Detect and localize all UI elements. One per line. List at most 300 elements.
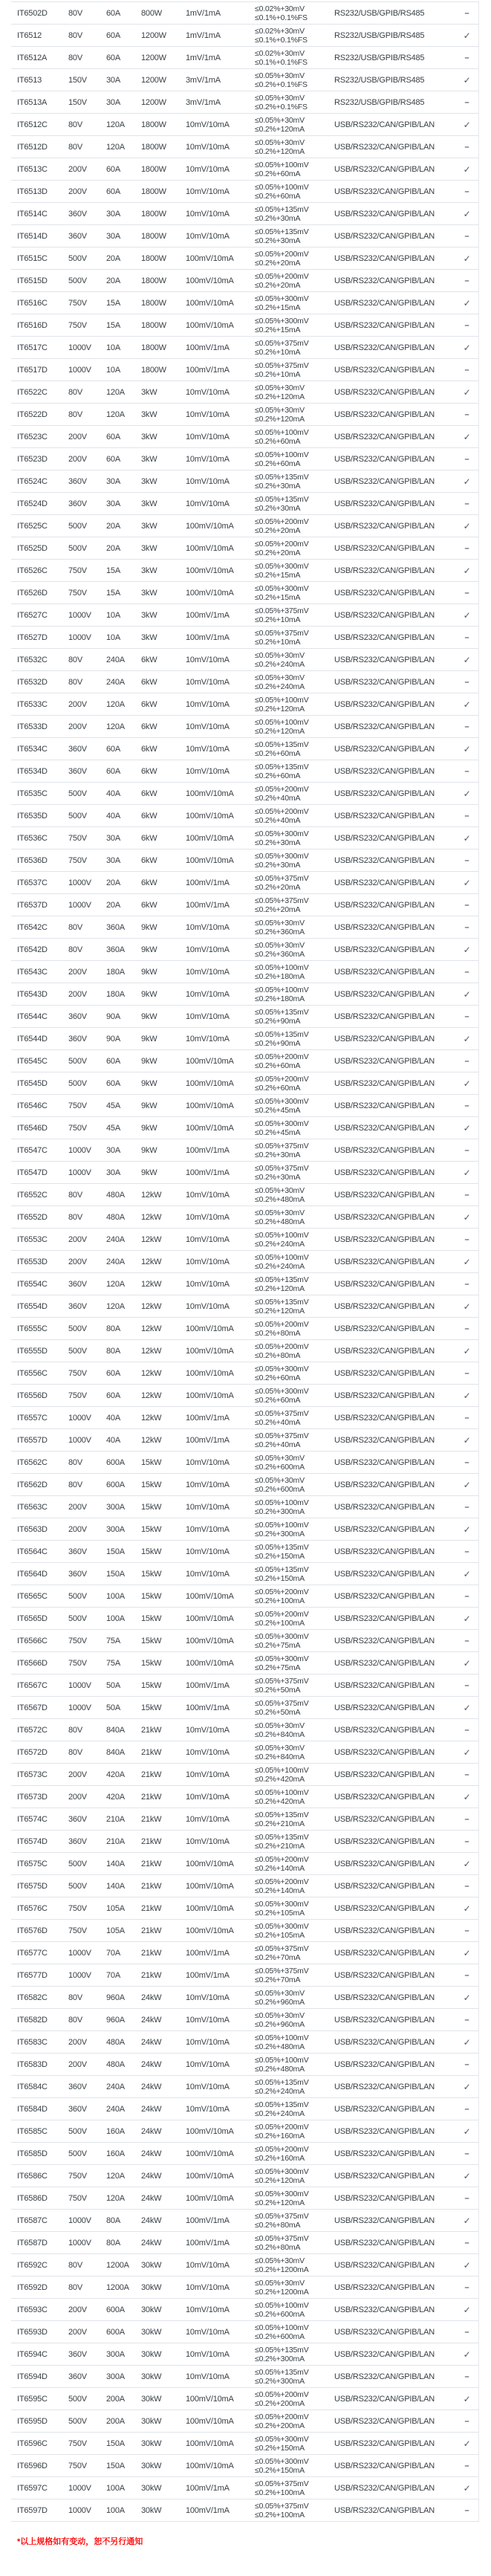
check-icon: ✓ [463, 877, 471, 888]
accuracy-current-line: ≤0.1%+0.1%FS [255, 57, 308, 67]
model-cell: IT6576D [17, 1926, 48, 1935]
model-cell: IT6502D [17, 8, 48, 18]
accuracy-voltage-line: ≤0.05%+375mV [255, 1966, 309, 1975]
table-row-it6542d [11, 939, 478, 961]
interfaces-cell: USB/RS232/CAN/GPIB/LAN [334, 833, 435, 843]
accuracy-cell [255, 2145, 334, 2163]
model-cell: IT6583C [17, 2037, 48, 2047]
spec-change-footnote: *以上规格如有变动，恕不另行通知 [17, 2537, 143, 2546]
power-cell: 30kW [141, 2282, 162, 2292]
interfaces-cell: USB/RS232/CAN/GPIB/LAN [334, 1413, 435, 1423]
current-cell: 60A [106, 187, 120, 196]
model-cell: IT6566C [17, 1636, 48, 1645]
availability-mark [455, 833, 479, 844]
resolution-cell: 100mV/10mA [186, 1614, 234, 1623]
interfaces-cell: USB/RS232/CAN/GPIB/LAN [334, 2394, 435, 2404]
check-icon: ✓ [463, 1524, 471, 1535]
table-row-it6514c [11, 203, 478, 225]
voltage-cell: 200V [68, 967, 87, 977]
accuracy-current-line: ≤0.2%+40mA [255, 815, 301, 825]
current-cell: 60A [106, 432, 120, 441]
accuracy-current-line: ≤0.2%+240mA [255, 659, 305, 669]
power-cell: 30kW [141, 2327, 162, 2337]
accuracy-voltage-line: ≤0.05%+200mV [255, 784, 309, 794]
power-cell: 12kW [141, 1346, 162, 1356]
table-row-it6534d [11, 760, 478, 783]
model-cell: IT6513D [17, 187, 48, 196]
accuracy-cell [255, 829, 334, 847]
accuracy-current-line: ≤0.2%+210mA [255, 1841, 305, 1851]
current-cell: 50A [106, 1703, 120, 1712]
accuracy-voltage-line: ≤0.05%+200mV [255, 2122, 309, 2132]
interfaces-cell: USB/RS232/CAN/GPIB/LAN [334, 1569, 435, 1579]
resolution-cell: 10mV/10mA [186, 209, 230, 219]
interfaces-cell: USB/RS232/CAN/GPIB/LAN [334, 2193, 435, 2203]
accuracy-voltage-line: ≤0.05%+375mV [255, 2501, 309, 2511]
availability-mark [455, 1614, 479, 1624]
accuracy-voltage-line: ≤0.05%+200mV [255, 1052, 309, 1061]
model-cell: IT6556D [17, 1391, 48, 1400]
accuracy-voltage-line: ≤0.05%+200mV [255, 1854, 309, 1864]
accuracy-voltage-line: ≤0.05%+135mV [255, 1810, 309, 1819]
accuracy-current-line: ≤0.1%+0.1%FS [255, 35, 308, 45]
model-cell: IT6552C [17, 1190, 48, 1200]
accuracy-cell [255, 2033, 334, 2051]
voltage-cell: 80V [68, 53, 82, 62]
accuracy-current-line: ≤0.2%+120mA [255, 2198, 305, 2207]
interfaces-cell: USB/RS232/CAN/GPIB/LAN [334, 2327, 435, 2337]
check-icon: ✓ [463, 1078, 471, 1089]
accuracy-voltage-line: ≤0.05%+135mV [255, 762, 309, 771]
power-cell: 30kW [141, 2416, 162, 2426]
interfaces-cell: USB/RS232/CAN/GPIB/LAN [334, 1168, 435, 1177]
dash-icon: – [464, 677, 469, 687]
model-cell: IT6526D [17, 588, 48, 598]
accuracy-current-line: ≤0.2%+60mA [255, 1061, 301, 1070]
availability-mark [455, 1547, 479, 1556]
accuracy-current-line: ≤0.2%+600mA [255, 1462, 305, 1472]
accuracy-current-line: ≤0.2%+90mA [255, 1038, 301, 1048]
power-cell: 9kW [141, 1145, 157, 1155]
dash-icon: – [464, 1056, 469, 1066]
accuracy-cell [255, 1565, 334, 1583]
dash-icon: – [464, 276, 469, 285]
availability-mark [455, 2126, 479, 2137]
availability-mark [455, 878, 479, 888]
interfaces-cell: USB/RS232/CAN/GPIB/LAN [334, 543, 435, 553]
accuracy-voltage-line: ≤0.05%+200mV [255, 517, 309, 526]
current-cell: 600A [106, 2327, 125, 2337]
voltage-cell: 500V [68, 1346, 87, 1356]
accuracy-current-line: ≤0.2%+40mA [255, 793, 301, 803]
interfaces-cell: USB/RS232/CAN/GPIB/LAN [334, 1034, 435, 1043]
table-row-it6522d [11, 404, 478, 426]
model-cell: IT6597D [17, 2505, 48, 2515]
current-cell: 80A [106, 1324, 120, 1333]
table-row-it6557c [11, 1407, 478, 1429]
dash-icon: – [464, 2372, 469, 2381]
accuracy-cell [255, 1855, 334, 1873]
check-icon: ✓ [463, 609, 471, 621]
availability-mark [455, 699, 479, 710]
availability-mark [455, 2260, 479, 2271]
availability-mark [455, 566, 479, 576]
table-row-it6574d [11, 1831, 478, 1853]
resolution-cell: 10mV/10mA [186, 677, 230, 687]
power-cell: 1800W [141, 298, 166, 308]
model-cell: IT6545D [17, 1078, 48, 1088]
resolution-cell: 100mV/10mA [186, 1056, 234, 1066]
accuracy-cell [255, 1810, 334, 1828]
table-row-it6577c [11, 1942, 478, 1964]
availability-mark [455, 1078, 479, 1089]
resolution-cell: 10mV/10mA [186, 1569, 230, 1579]
interfaces-cell: USB/RS232/CAN/GPIB/LAN [334, 566, 435, 575]
current-cell: 200A [106, 2416, 125, 2426]
voltage-cell: 500V [68, 2416, 87, 2426]
current-cell: 140A [106, 1881, 125, 1891]
power-cell: 3kW [141, 588, 157, 598]
current-cell: 15A [106, 588, 120, 598]
availability-mark [455, 945, 479, 955]
availability-mark [455, 1815, 479, 1824]
voltage-cell: 1000V [68, 1413, 91, 1423]
accuracy-cell [255, 1989, 334, 2007]
table-row-it6533d [11, 716, 478, 738]
power-cell: 24kW [141, 2216, 162, 2225]
accuracy-cell [255, 1721, 334, 1739]
accuracy-voltage-line: ≤0.05%+30mV [255, 2278, 305, 2288]
current-cell: 360A [106, 945, 125, 954]
interfaces-cell: USB/RS232/CAN/GPIB/LAN [334, 1435, 435, 1445]
check-icon: ✓ [463, 788, 471, 799]
accuracy-voltage-line: ≤0.05%+30mV [255, 1208, 305, 1217]
accuracy-cell [255, 183, 334, 201]
current-cell: 20A [106, 543, 120, 553]
check-icon: ✓ [463, 2170, 471, 2181]
accuracy-voltage-line: ≤0.05%+100mV [255, 160, 309, 169]
accuracy-voltage-line: ≤0.05%+200mV [255, 539, 309, 548]
power-cell: 30kW [141, 2372, 162, 2381]
interfaces-cell: USB/RS232/CAN/GPIB/LAN [334, 2505, 435, 2515]
table-row-it6513 [11, 69, 478, 91]
model-cell: IT6563C [17, 1502, 48, 1512]
current-cell: 60A [106, 1056, 120, 1066]
table-row-it6533c [11, 693, 478, 716]
accuracy-voltage-line: ≤0.05%+375mV [255, 2233, 309, 2243]
table-row-it6524c [11, 470, 478, 493]
resolution-cell: 100mV/10mA [186, 2416, 234, 2426]
model-cell: IT6534D [17, 766, 48, 776]
check-icon: ✓ [463, 1345, 471, 1356]
model-cell: IT6553C [17, 1234, 48, 1244]
current-cell: 80A [106, 2238, 120, 2247]
accuracy-cell [255, 1208, 334, 1226]
model-cell: IT6547C [17, 1145, 48, 1155]
power-cell: 24kW [141, 2059, 162, 2069]
resolution-cell: 100mV/10mA [186, 1926, 234, 1935]
current-cell: 240A [106, 2082, 125, 2091]
dash-icon: – [464, 97, 469, 107]
accuracy-cell [255, 1677, 334, 1695]
power-cell: 21kW [141, 1926, 162, 1935]
voltage-cell: 80V [68, 8, 82, 18]
dash-icon: – [464, 967, 469, 977]
availability-mark [455, 1101, 479, 1110]
current-cell: 60A [106, 8, 120, 18]
resolution-cell: 100mV/10mA [186, 789, 234, 798]
table-row-it6544d [11, 1028, 478, 1050]
accuracy-cell [255, 2234, 334, 2252]
accuracy-current-line: ≤0.2%+30mA [255, 860, 301, 870]
table-row-it6515c [11, 247, 478, 270]
accuracy-current-line: ≤0.2%+30mA [255, 236, 301, 245]
resolution-cell: 100mV/10mA [186, 1101, 234, 1110]
voltage-cell: 1000V [68, 878, 91, 887]
interfaces-cell: USB/RS232/CAN/GPIB/LAN [334, 1993, 435, 2002]
accuracy-voltage-line: ≤0.05%+135mV [255, 1564, 309, 1574]
dash-icon: – [464, 722, 469, 731]
voltage-cell: 360V [68, 1547, 87, 1556]
check-icon: ✓ [463, 1791, 471, 1802]
availability-mark [455, 1726, 479, 1735]
interfaces-cell: USB/RS232/CAN/GPIB/LAN [334, 1480, 435, 1489]
interfaces-cell: USB/RS232/CAN/GPIB/LAN [334, 365, 435, 375]
availability-mark [455, 1057, 479, 1066]
table-row-it6547c [11, 1139, 478, 1162]
current-cell: 30A [106, 855, 120, 865]
power-cell: 24kW [141, 2037, 162, 2047]
power-cell: 6kW [141, 833, 157, 843]
accuracy-voltage-line: ≤0.05%+300mV [255, 1096, 309, 1106]
current-cell: 480A [106, 1190, 125, 1200]
power-cell: 6kW [141, 900, 157, 910]
power-cell: 6kW [141, 811, 157, 821]
voltage-cell: 1000V [68, 2216, 91, 2225]
power-cell: 1800W [141, 365, 166, 375]
current-cell: 30A [106, 476, 120, 486]
table-row-it6502d [11, 2, 478, 25]
accuracy-voltage-line: ≤0.05%+135mV [255, 2077, 309, 2087]
accuracy-current-line: ≤0.2%+20mA [255, 882, 301, 892]
power-cell: 12kW [141, 1324, 162, 1333]
interfaces-cell: USB/RS232/CAN/GPIB/LAN [334, 1591, 435, 1601]
dash-icon: – [464, 1145, 469, 1155]
power-cell: 3kW [141, 476, 157, 486]
accuracy-cell [255, 718, 334, 736]
availability-mark [455, 1524, 479, 1535]
interfaces-cell: USB/RS232/CAN/GPIB/LAN [334, 1658, 435, 1668]
voltage-cell: 200V [68, 1524, 87, 1534]
accuracy-cell [255, 2078, 334, 2096]
accuracy-current-line: ≤0.2%+10mA [255, 347, 301, 357]
power-cell: 3kW [141, 499, 157, 508]
model-cell: IT6544D [17, 1034, 48, 1043]
resolution-cell: 10mV/10mA [186, 922, 230, 932]
interfaces-cell: USB/RS232/CAN/GPIB/LAN [334, 1257, 435, 1266]
model-cell: IT6587D [17, 2238, 48, 2247]
accuracy-voltage-line: ≤0.05%+135mV [255, 1542, 309, 1552]
voltage-cell: 1000V [68, 343, 91, 352]
dash-icon: – [464, 1881, 469, 1891]
accuracy-cell [255, 1164, 334, 1182]
voltage-cell: 80V [68, 2015, 82, 2025]
check-icon: ✓ [463, 520, 471, 531]
voltage-cell: 360V [68, 2349, 87, 2359]
power-cell: 30kW [141, 2461, 162, 2470]
availability-mark [455, 901, 479, 910]
power-cell: 1800W [141, 187, 166, 196]
voltage-cell: 200V [68, 699, 87, 709]
accuracy-cell [255, 1632, 334, 1650]
model-cell: IT6512A [17, 53, 48, 62]
power-cell: 21kW [141, 1881, 162, 1891]
availability-mark [455, 1191, 479, 1200]
model-cell: IT6596C [17, 2439, 48, 2448]
power-cell: 30kW [141, 2260, 162, 2270]
accuracy-voltage-line: ≤0.05%+135mV [255, 204, 309, 214]
resolution-cell: 10mV/10mA [186, 1012, 230, 1021]
accuracy-voltage-line: ≤0.05%+100mV [255, 1787, 309, 1797]
availability-mark [455, 410, 479, 419]
interfaces-cell: USB/RS232/CAN/GPIB/LAN [334, 789, 435, 798]
accuracy-current-line: ≤0.2%+20mA [255, 548, 301, 557]
table-row-it6556c [11, 1362, 478, 1385]
power-cell: 800W [141, 8, 162, 18]
accuracy-voltage-line: ≤0.05%+300mV [255, 1119, 309, 1128]
resolution-cell: 10mV/10mA [186, 2282, 230, 2292]
accuracy-voltage-line: ≤0.05%+300mV [255, 1631, 309, 1641]
accuracy-current-line: ≤0.2%+50mA [255, 1685, 301, 1695]
accuracy-cell [255, 339, 334, 357]
table-row-it6512d [11, 136, 478, 158]
resolution-cell: 10mV/10mA [186, 945, 230, 954]
interfaces-cell: USB/RS232/CAN/GPIB/LAN [334, 677, 435, 687]
table-row-it6567c [11, 1674, 478, 1697]
voltage-cell: 80V [68, 1212, 82, 1222]
accuracy-cell [255, 71, 334, 89]
resolution-cell: 10mV/10mA [186, 164, 230, 174]
model-cell: IT6577C [17, 1948, 48, 1958]
power-cell: 6kW [141, 655, 157, 664]
current-cell: 75A [106, 1636, 120, 1645]
interfaces-cell: USB/RS232/CAN/GPIB/LAN [334, 2439, 435, 2448]
availability-mark [455, 2037, 479, 2048]
accuracy-voltage-line: ≤0.05%+135mV [255, 1007, 309, 1017]
check-icon: ✓ [463, 2482, 471, 2494]
current-cell: 20A [106, 878, 120, 887]
accuracy-cell [255, 2502, 334, 2520]
model-cell: IT6577D [17, 1970, 48, 1980]
interfaces-cell: USB/RS232/CAN/GPIB/LAN [334, 1926, 435, 1935]
table-row-it6585c [11, 2120, 478, 2143]
check-icon: ✓ [463, 2036, 471, 2048]
accuracy-current-line: ≤0.2%+420mA [255, 1774, 305, 1784]
voltage-cell: 1000V [68, 632, 91, 642]
resolution-cell: 100mV/1mA [186, 1168, 230, 1177]
accuracy-voltage-line: ≤0.05%+30mV [255, 1185, 305, 1195]
interfaces-cell: USB/RS232/CAN/GPIB/LAN [334, 1614, 435, 1623]
voltage-cell: 500V [68, 1859, 87, 1868]
accuracy-current-line: ≤0.2%+480mA [255, 1217, 305, 1226]
current-cell: 210A [106, 1836, 125, 1846]
dash-icon: – [464, 1725, 469, 1735]
model-cell: IT6592D [17, 2282, 48, 2292]
accuracy-cell [255, 1431, 334, 1449]
resolution-cell: 100mV/1mA [186, 1970, 230, 1980]
availability-mark [455, 1458, 479, 1467]
current-cell: 240A [106, 1234, 125, 1244]
power-cell: 24kW [141, 1993, 162, 2002]
voltage-cell: 360V [68, 1301, 87, 1311]
accuracy-current-line: ≤0.2%+1200mA [255, 2287, 309, 2297]
accuracy-voltage-line: ≤0.05%+375mV [255, 360, 309, 370]
accuracy-current-line: ≤0.2%+360mA [255, 927, 305, 936]
resolution-cell: 10mV/10mA [186, 655, 230, 664]
accuracy-cell [255, 2346, 334, 2363]
resolution-cell: 100mV/1mA [186, 365, 230, 375]
interfaces-cell: USB/RS232/CAN/GPIB/LAN [334, 1948, 435, 1958]
power-cell: 6kW [141, 677, 157, 687]
availability-mark [455, 2060, 479, 2069]
availability-mark [455, 2328, 479, 2337]
power-cell: 9kW [141, 967, 157, 977]
accuracy-current-line: ≤0.2%+0.1%FS [255, 80, 308, 89]
model-cell: IT6537D [17, 900, 48, 910]
voltage-cell: 80V [68, 1725, 82, 1735]
accuracy-current-line: ≤0.2%+120mA [255, 726, 305, 736]
interfaces-cell: USB/RS232/CAN/GPIB/LAN [334, 2260, 435, 2270]
model-cell: IT6522C [17, 387, 48, 397]
model-cell: IT6585C [17, 2126, 48, 2136]
accuracy-cell [255, 562, 334, 580]
check-icon: ✓ [463, 1903, 471, 1914]
interfaces-cell: USB/RS232/CAN/GPIB/LAN [334, 1279, 435, 1289]
accuracy-voltage-line: ≤0.05%+200mV [255, 1342, 309, 1351]
table-row-it6527c [11, 604, 478, 627]
dash-icon: – [464, 1012, 469, 1021]
accuracy-cell [255, 317, 334, 334]
availability-mark [455, 2171, 479, 2181]
interfaces-cell: USB/RS232/CAN/GPIB/LAN [334, 878, 435, 887]
voltage-cell: 500V [68, 1614, 87, 1623]
availability-mark [455, 2462, 479, 2470]
current-cell: 50A [106, 1680, 120, 1690]
voltage-cell: 500V [68, 2149, 87, 2158]
model-cell: IT6587C [17, 2216, 48, 2225]
current-cell: 30A [106, 1145, 120, 1155]
accuracy-cell [255, 2279, 334, 2297]
model-cell: IT6555D [17, 1346, 48, 1356]
interfaces-cell: USB/RS232/CAN/GPIB/LAN [334, 2305, 435, 2314]
table-row-it6546c [11, 1095, 478, 1117]
current-cell: 300A [106, 1502, 125, 1512]
availability-mark [455, 2194, 479, 2203]
accuracy-voltage-line: ≤0.05%+30mV [255, 93, 305, 103]
power-cell: 21kW [141, 1747, 162, 1757]
interfaces-cell: USB/RS232/CAN/GPIB/LAN [334, 231, 435, 241]
accuracy-current-line: ≤0.2%+150mA [255, 2443, 305, 2453]
accuracy-voltage-line: ≤0.05%+100mV [255, 2323, 309, 2332]
check-icon: ✓ [463, 119, 471, 130]
check-icon: ✓ [463, 1613, 471, 1624]
resolution-cell: 10mV/10mA [186, 1993, 230, 2002]
model-cell: IT6572D [17, 1747, 48, 1757]
resolution-cell: 10mV/10mA [186, 1212, 230, 1222]
current-cell: 45A [106, 1101, 120, 1110]
model-cell: IT6543C [17, 967, 48, 977]
interfaces-cell: RS232/USB/GPIB/RS485 [334, 30, 425, 40]
